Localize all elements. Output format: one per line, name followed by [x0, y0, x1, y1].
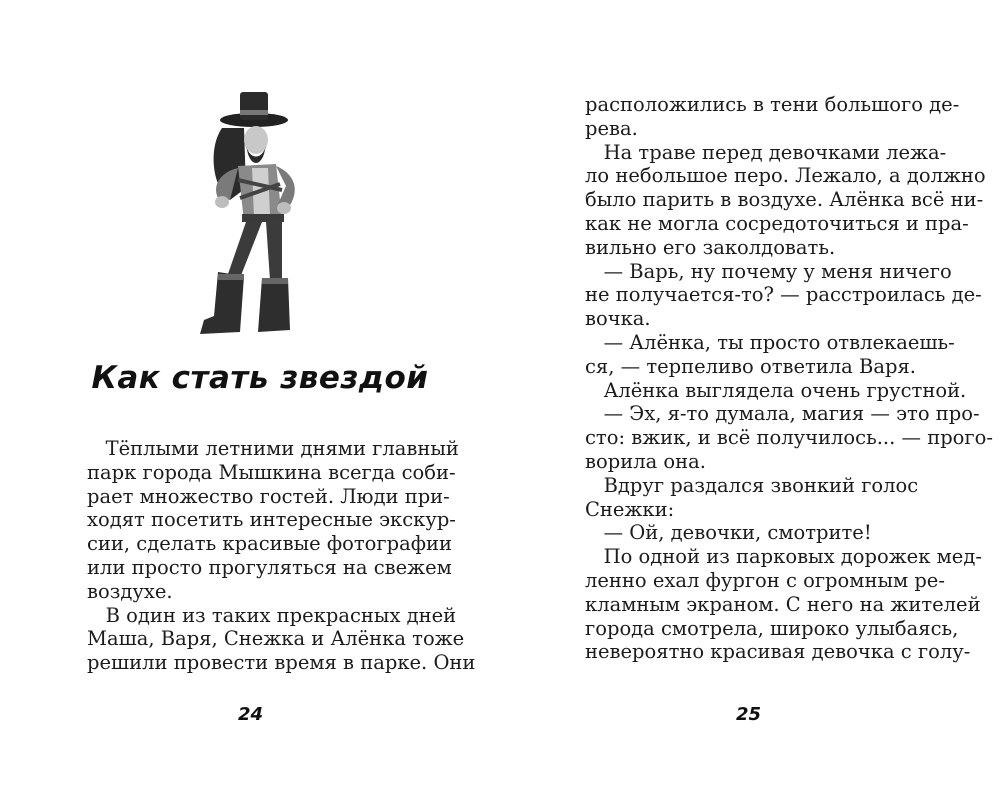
- text-line: кламным экраном. С него на жителей: [585, 592, 981, 616]
- text-line: Алёнка выглядела очень грустной.: [585, 378, 967, 402]
- text-line: Тёплыми летними днями главный: [87, 437, 459, 460]
- text-line: сии, сделать красивые фотографии: [87, 532, 452, 556]
- text-line: воздухе.: [87, 579, 173, 603]
- text-line: города смотрела, широко улыбаясь,: [585, 616, 959, 640]
- text-line: или просто прогуляться на свежем: [87, 555, 452, 579]
- text-line: как не могла сосредоточиться и пра-: [585, 211, 969, 235]
- text-line: парк города Мышкина всегда соби-: [87, 460, 456, 484]
- body-text: [585, 93, 993, 664]
- text-line: невероятно красивая девочка с голу-: [585, 640, 971, 664]
- text-line: вочка.: [585, 307, 651, 331]
- page-number: 24: [238, 704, 264, 725]
- text-line: Маша, Варя, Снежка и Алёнка тоже: [87, 627, 465, 651]
- text-line: было парить в воздухе. Алёнка всё ни-: [585, 188, 984, 212]
- text-line: По одной из парковых дорожек мед-: [585, 545, 982, 569]
- page-number: 25: [736, 704, 762, 725]
- text-line: сто: вжик, и всё получилось... — прого-: [585, 426, 993, 450]
- text-line: Вдруг раздался звонкий голос: [585, 473, 919, 497]
- text-line: — Варь, ну почему у меня ничего: [585, 259, 952, 283]
- text-line: Снежки:: [585, 497, 675, 521]
- text-line: решили провести время в парке. Они: [87, 651, 476, 675]
- character-illustration: [178, 88, 330, 348]
- chapter-title: Как стать звездой: [91, 360, 429, 396]
- text-line: расположились в тени большого де-: [585, 93, 960, 116]
- text-line: ло небольшое перо. Лежало, а должно: [585, 164, 986, 188]
- text-line: В один из таких прекрасных дней: [87, 603, 457, 627]
- body-text: [87, 437, 476, 675]
- text-line: не получается-то? — расстроилась де-: [585, 283, 982, 307]
- text-line: — Алёнка, ты просто отвлекаешь-: [585, 330, 955, 354]
- right-page: [500, 0, 1000, 808]
- text-line: рева.: [585, 116, 638, 140]
- text-line: ворила она.: [585, 449, 706, 473]
- text-line: — Эх, я-то думала, магия — это про-: [585, 402, 980, 426]
- text-line: ленно ехал фургон с огромным ре-: [585, 568, 945, 592]
- text-line: ся, — терпеливо ответила Варя.: [585, 354, 916, 378]
- text-line: — Ой, девочки, смотрите!: [585, 521, 872, 545]
- text-line: На траве перед девочками лежа-: [585, 140, 947, 164]
- text-line: вильно его заколдовать.: [585, 235, 836, 259]
- text-line: ходят посетить интересные экскур-: [87, 508, 456, 532]
- text-line: рает множество гостей. Люди при-: [87, 484, 450, 508]
